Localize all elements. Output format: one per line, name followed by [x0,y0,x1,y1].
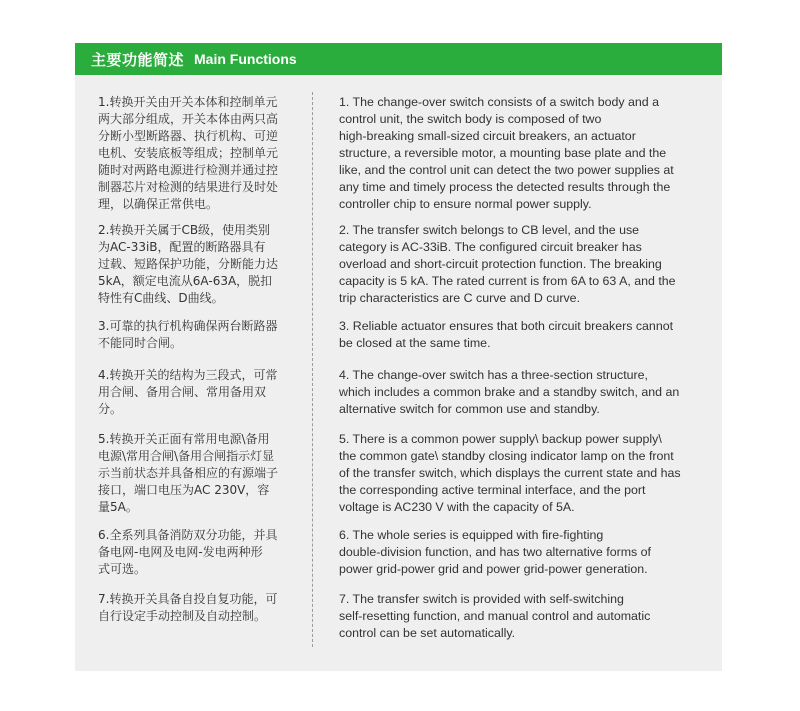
function-item-2-en: 2. The transfer switch belongs to CB level, and the use category is AC-33iB. The configured circuit breaker has overload and short-circuit protection function. The breaking capacity is 5 kA. The rated current is from 6A to 63 A, and the trip characteristics are C curve and D curve. [339,223,676,305]
function-item-6-en: 6. The whole series is equipped with fire-fighting double-division function, and has two alternative forms of power grid-power grid and power grid-power generation. [339,528,652,576]
function-item-5-en: 5. There is a common power supply\ backup power supply\ the common gate\ standby closing indicator lamp on the front of the transfer switch, which displays the current state and has the corresponding active terminal interface, and the port voltage is AC230 V with the capacity of 5A. [339,432,681,514]
section-title-en: Main Functions [194,51,297,67]
function-item-4-zh: 4.转换开关的结构为三段式，可常 用合闸、备用合闸、常用备用双 分。 [98,368,278,416]
function-item-1-zh: 1.转换开关由开关本体和控制单元 两大部分组成，开关本体由两只高 分断小型断路器、执行机构、可逆 电机、安装底板等组成；控制单元 随时对两路电源进行检测并通过控 制器芯片对检测的结果进行及时处 理，以确保正常供电。 [98,95,279,211]
function-item-4-en: 4. The change-over switch has a three-section structure, which includes a common brake and a standby switch, and an alternative switch for common use and standby. [339,368,680,416]
function-item-6-zh: 6.全系列具备消防双分功能，并具 备电网-电网及电网-发电两种形 式可选。 [98,528,278,576]
function-item-5-zh: 5.转换开关正面有常用电源\备用 电源\常用合闸\备用合闸指示灯显 示当前状态并具备相应的有源端子 接口，端口电压为AC 230V，容 量5A。 [98,432,279,514]
function-item-7-zh: 7.转换开关具备自投自复功能，可 自行设定手动控制及自动控制。 [98,592,278,623]
main-functions-panel [75,43,722,671]
column-divider [312,92,314,647]
function-item-1-en: 1. The change-over switch consists of a switch body and a control unit, the switch body is composed of two high-breaking small-sized circuit breakers, an actuator structure, a reversible motor, a mounting base plate and the like, and the control unit can detect the two power supplies at any time and timely process the detected results through the controller chip to ensure normal power supply. [339,95,674,211]
function-item-7-en: 7. The transfer switch is provided with self-switching self-resetting function, and manual control and automatic control can be set automatically. [339,592,651,640]
section-title-zh: 主要功能简述 [91,50,185,69]
function-item-3-en: 3. Reliable actuator ensures that both circuit breakers cannot be closed at the same time. [339,319,674,350]
function-item-2-zh: 2.转换开关属于CB级，使用类别 为AC-33iB，配置的断路器具有 过载、短路保护功能，分断能力达 5kA，额定电流从6A-63A，脱扣 特性有C曲线、D曲线。 [98,223,279,305]
function-item-3-zh: 3.可靠的执行机构确保两台断路器 不能同时合闸。 [98,319,278,350]
section-header [75,43,722,75]
